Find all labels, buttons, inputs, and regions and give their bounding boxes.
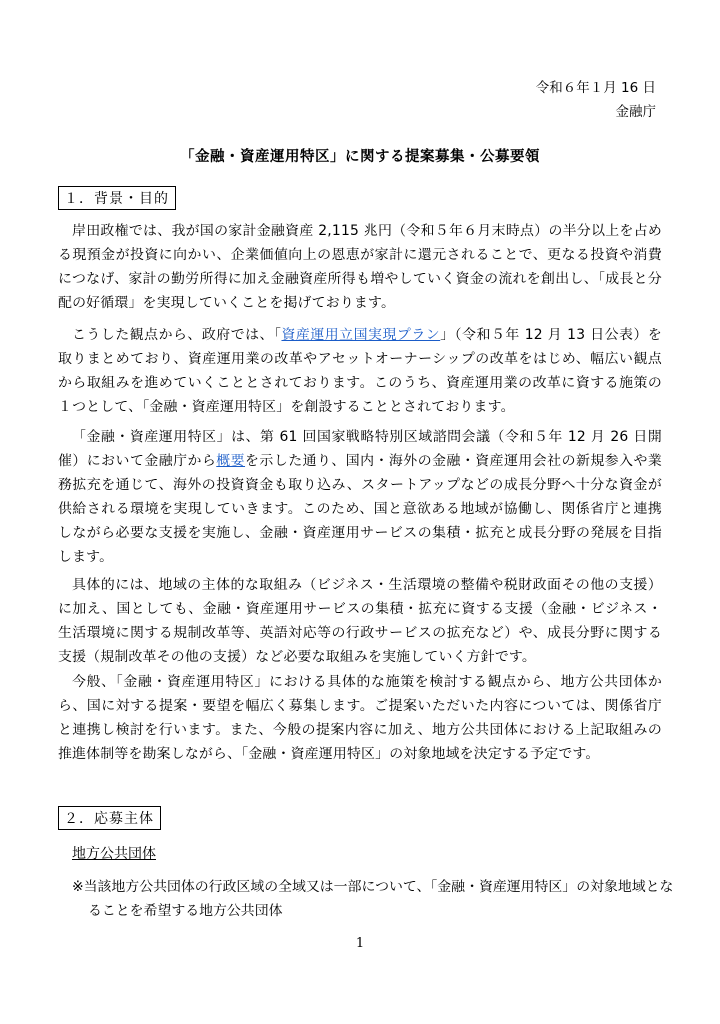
overview-link[interactable]: 概要 <box>216 453 246 469</box>
page-number: 1 <box>355 936 365 951</box>
section-1-paragraph-4: 具体的には、地域の主体的な取組み（ビジネス・生活環境の整備や税財政面その他の支援）に加え、国としても、金融・資産運用サービスの集積・拡充に資する支援（金融・ビジネス・生活環境に関する規制改革等、英語対応等の行政サービスの拡充など）や、成長分野に関する支援（規制改革その他の支援）など必要な取組みを実施していく方針です。 <box>58 577 662 665</box>
applicant-note: ※当該地方公共団体の行政区域の全域又は一部について、「金融・資産運用特区」の対象地域となることを希望する地方公共団体 <box>72 879 674 919</box>
document-title: 「金融・資産運用特区」に関する提案募集・公募要領 <box>180 149 540 165</box>
document-date: 令和６年１月 16 日 <box>535 80 656 96</box>
section-1-paragraph-2 <box>58 323 662 419</box>
section-2-heading: ２．応募主体 <box>58 806 161 830</box>
issuing-agency: 金融庁 <box>615 104 656 120</box>
section-1-paragraph-1: 岸田政権では、我が国の家計金融資産 2,115 兆円（令和５年６月末時点）の半分以上を占める現預金が投資に向かい、企業価値向上の恩恵が家計に還元されることで、更なる投資や消費につなげ、家計の勤労所得に加え金融資産所得も増やしていく資金の流れを創出し、「成長と分配の好循環」を実現していくことを掲げております。 <box>58 223 662 311</box>
paragraph-2-text-after: 」（令和５年 12 月 13 日公表）を取りまとめており、資産運用業の改革やアセットオーナーシップの改革をはじめ、幅広い観点から取組みを進めていくこととされております。このうち、資産運用業の改革に資する施策の１つとして、「金融・資産運用特区」を創設することとされております。 <box>58 327 662 415</box>
asset-management-plan-link[interactable]: 資産運用立国実現プラン <box>281 327 441 343</box>
paragraph-3-text-after: を示した通り、国内・海外の金融・資産運用会社の新規参入や業務拡充を通じて、海外の投資資金も取り込み、スタートアップなどの成長分野へ十分な資金が供給される環境を実現していきます。このため、国と意欲ある地域が協働し、関係省庁と連携しながら必要な支援を実施し、金融・資産運用サービスの集積・拡充と成長分野の発展を目指します。 <box>58 453 662 565</box>
paragraph-2-text-before: こうした観点から、政府では、「 <box>72 327 282 343</box>
section-1-paragraph-5: 今般、「金融・資産運用特区」における具体的な施策を検討する観点から、地方公共団体から、国に対する提案・要望を幅広く募集します。ご提案いただいた内容については、関係省庁と連携し検討を行います。また、今般の提案内容に加え、地方公共団体における上記取組みの推進体制等を勘案しながら、「金融・資産運用特区」の対象地域を決定する予定です。 <box>58 674 662 762</box>
applicant-subheading: 地方公共団体 <box>72 846 156 862</box>
paragraph-3-text-before: 「金融・資産運用特区」は、第 61 回国家戦略特別区域諮問会議（令和５年 12 月 26 日開催）において金融庁から <box>58 429 662 469</box>
section-1-heading: １．背景・目的 <box>58 186 176 210</box>
section-1-paragraph-3 <box>58 425 662 569</box>
